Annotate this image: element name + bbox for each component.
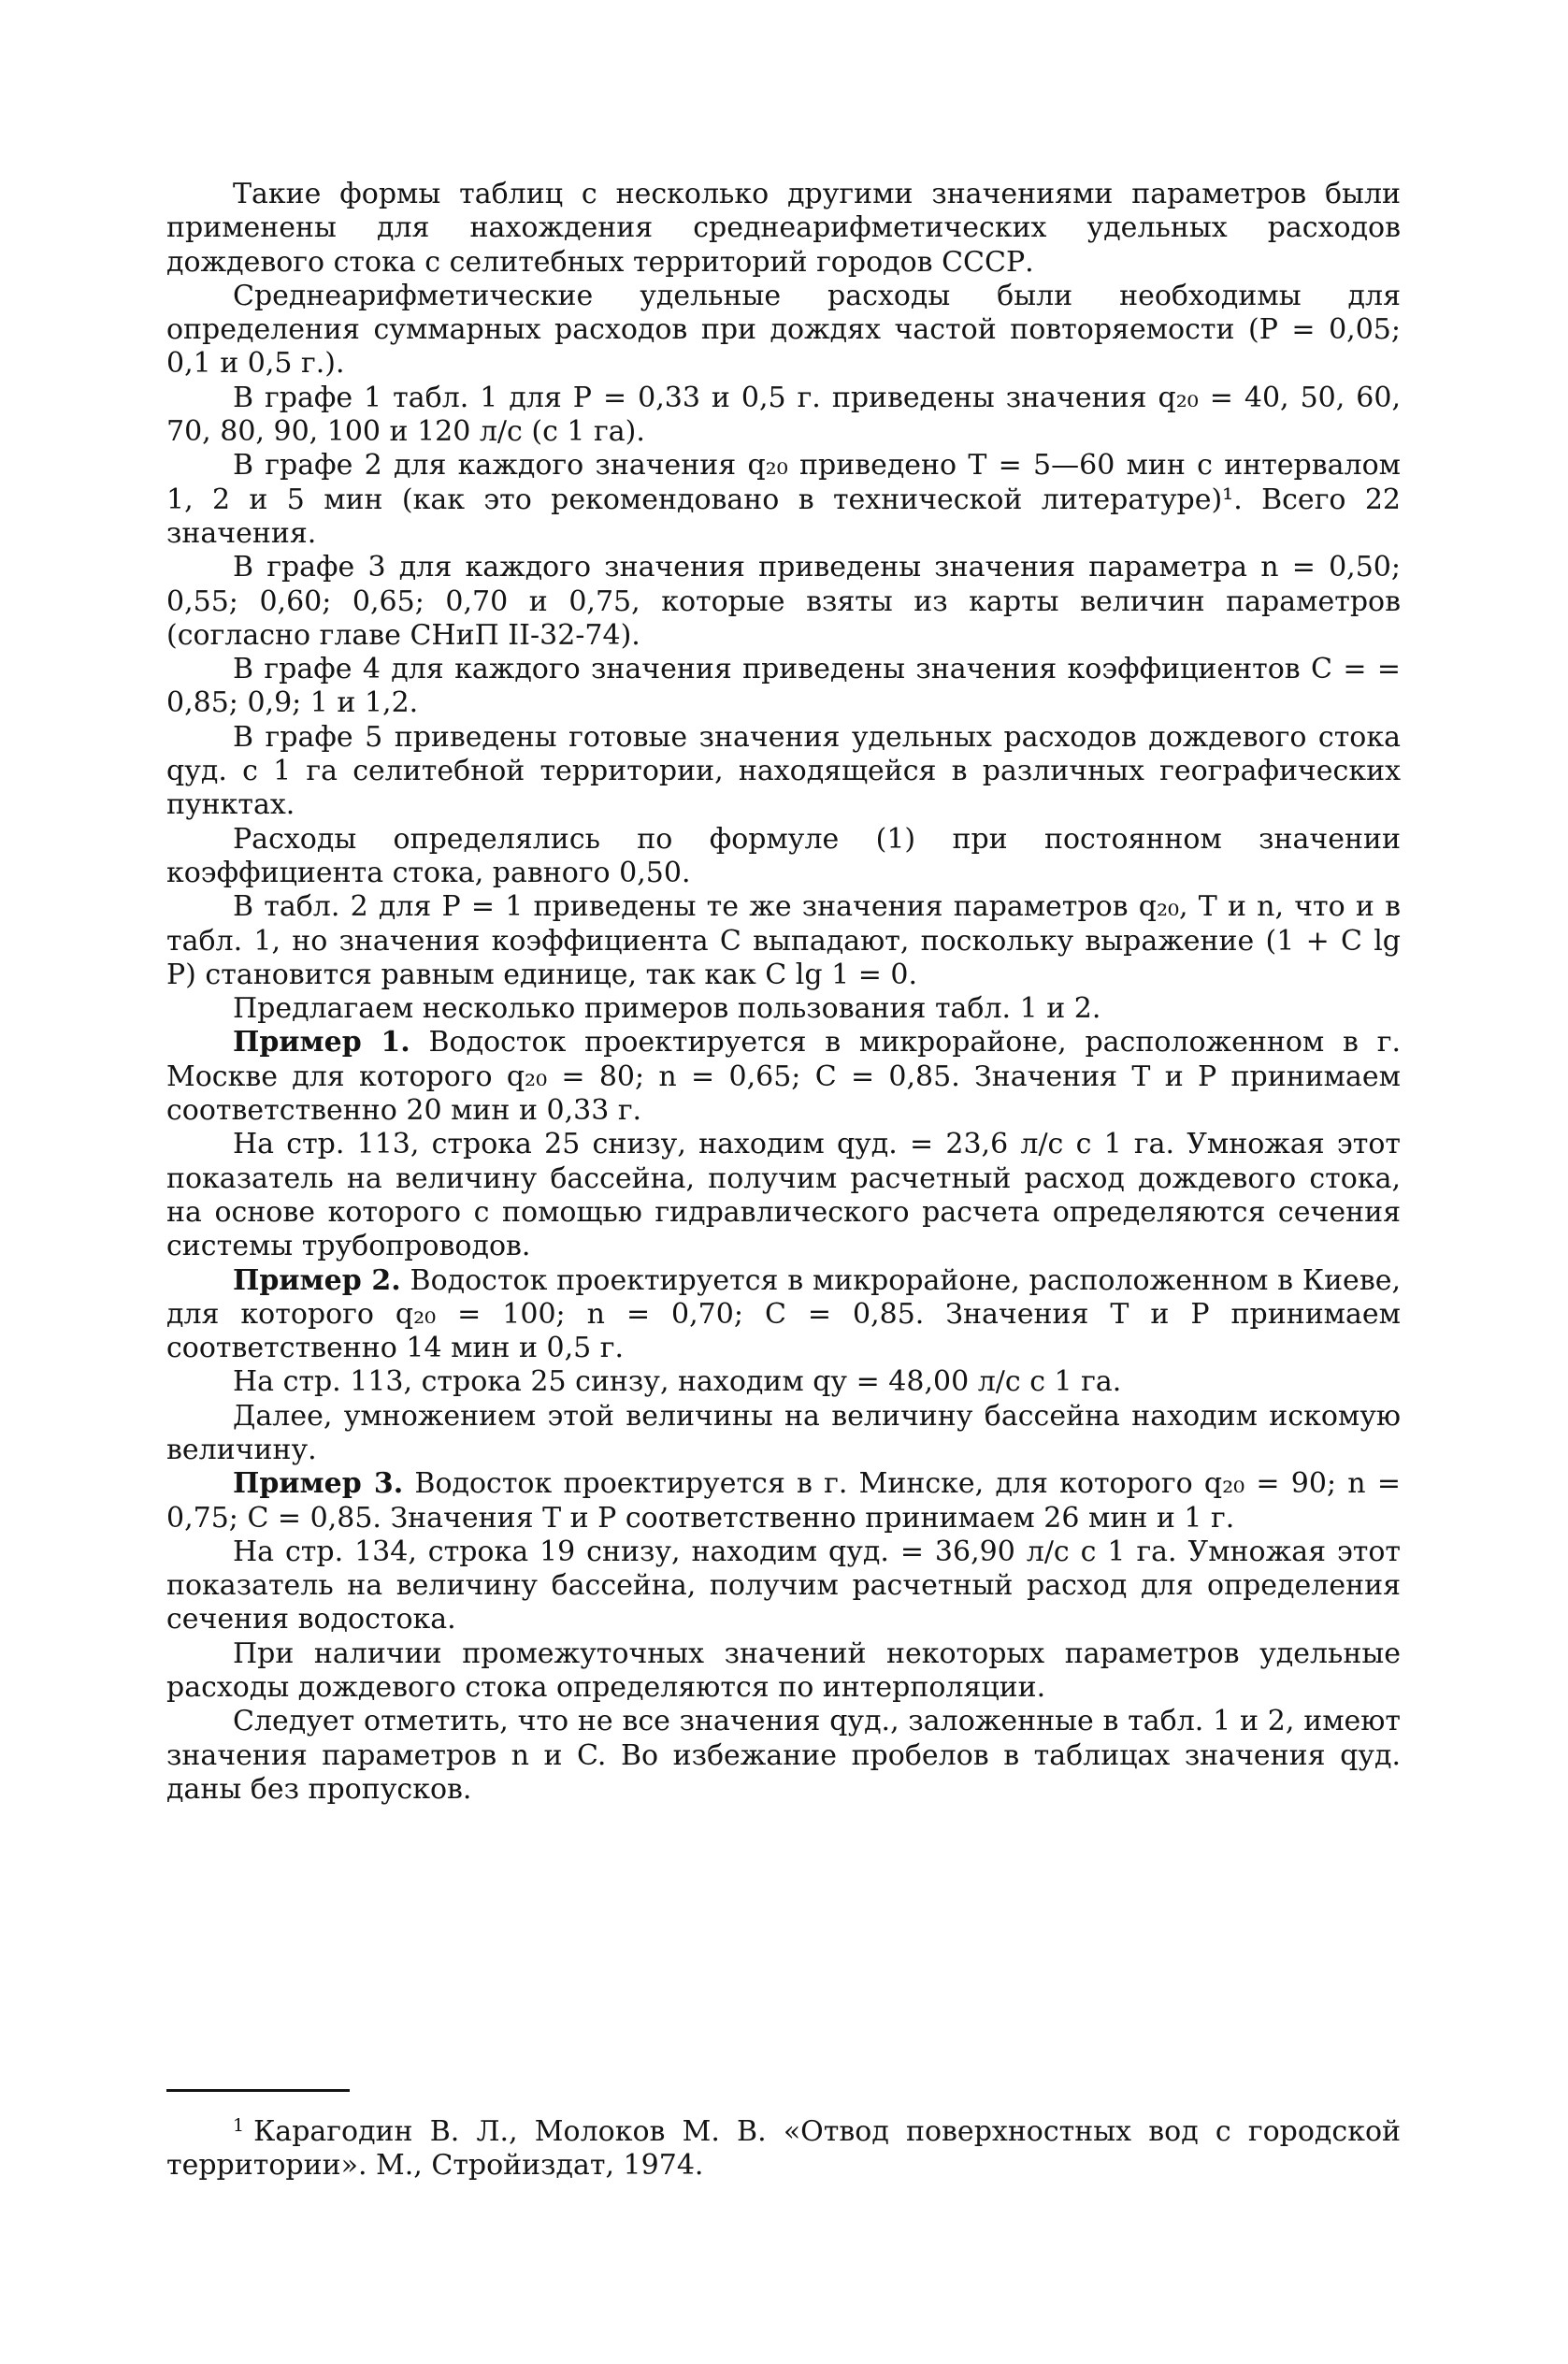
paragraph-10: Предлагаем несколько примеров пользования табл. 1 и 2. [233, 992, 1101, 1026]
paragraph-19: Следует отметить, что не все значения qуд., заложенные в табл. 1 и 2, имеют значения параметров n и C. Во избежание пробелов в таблицах значения qуд. даны без пропусков. [166, 1705, 1401, 1806]
paragraph-15: Далее, умножением этой величины на величину бассейна находим искомую величину. [166, 1399, 1401, 1466]
footnote-divider [166, 2089, 350, 2092]
footnote [166, 2115, 1401, 2184]
paragraph-6: В графе 4 для каждого значения приведены значения коэффициентов C = = 0,85; 0,9; 1 и 1,2. [166, 653, 1401, 720]
example-label: Пример 2. [233, 1263, 401, 1297]
footnote-mark: 1 [233, 2115, 245, 2136]
paragraph-17: На стр. 134, строка 19 снизу, находим qуд. = 36,90 л/с с 1 га. Умножая этот показатель на величину бассейна, получим расчетный расход для определения сечения водостока. [166, 1535, 1401, 1636]
paragraph-example-2: Пример 2. Водосток проектируется в микрорайоне, расположенном в Киеве, для которого q₂₀ = 100; n = 0,70; C = 0,85. Значения T и P принимаем соответственно 14 мин и 0,5 г. [166, 1263, 1401, 1365]
paragraph-7: В графе 5 приведены готовые значения удельных расходов дождевого стока qуд. с 1 га селитебной территории, находящейся в различных географических пунктах. [166, 720, 1401, 822]
paragraph-5: В графе 3 для каждого значения приведены значения параметра n = 0,50; 0,55; 0,60; 0,65; 0,70 и 0,75, которые взяты из карты величин параметров (согласно главе СНиП II-32-74). [166, 551, 1401, 652]
paragraph-14: На стр. 113, строка 25 синзу, находим qу = 48,00 л/с с 1 га. [233, 1365, 1122, 1399]
paragraph-12: На стр. 113, строка 25 снизу, находим qуд. = 23,6 л/с с 1 га. Умножая этот показатель на величину бассейна, получим расчетный расход дождевого стока, на основе которого с помощью гидравлического расчета определяются сечения системы трубопроводов. [166, 1128, 1401, 1263]
body-text [166, 178, 1401, 1807]
paragraph-example-3: Пример 3. Водосток проектируется в г. Минске, для которого q₂₀ = 90; n = 0,75; C = 0,85. Значения T и P соответственно принимаем 26 мин и 1 г. [166, 1467, 1401, 1535]
paragraph-4: В графе 2 для каждого значения q₂₀ приведено T = 5—60 мин с интервалом 1, 2 и 5 мин (как это рекомендовано в технической литературе)¹. Всего 22 значения. [166, 449, 1401, 550]
paragraph-3: В графе 1 табл. 1 для P = 0,33 и 0,5 г. приведены значения q₂₀ = 40, 50, 60, 70, 80, 90, 100 и 120 л/с (с 1 га). [166, 381, 1401, 449]
example-label: Пример 3. [233, 1467, 404, 1501]
paragraph-18: При наличии промежуточных значений некоторых параметров удельные расходы дождевого стока определяются по интерполяции. [166, 1636, 1401, 1705]
paragraph-2: Среднеарифметические удельные расходы были необходимы для определения суммарных расходов при дождях частой повторяемости (P = 0,05; 0,1 и 0,5 г.). [166, 279, 1401, 381]
paragraph-9: В табл. 2 для P = 1 приведены те же значения параметров q₂₀, T и n, что и в табл. 1, но значения коэффициента C выпадают, поскольку выражение (1 + C lg P) становится равным единице, так как C lg 1 = 0. [166, 890, 1401, 991]
paragraph-8: Расходы определялись по формуле (1) при постоянном значении коэффициента стока, равного 0,50. [166, 822, 1401, 889]
paragraph-example-1: Пример 1. Водосток проектируется в микрорайоне, расположенном в г. Москве для которого q₂₀ = 80; n = 0,65; C = 0,85. Значения T и P принимаем соответственно 20 мин и 0,33 г. [166, 1026, 1401, 1128]
example-label: Пример 1. [233, 1026, 410, 1059]
paragraph-1: Такие формы таблиц с несколько другими значениями параметров были применены для нахождения среднеарифметических удельных расходов дождевого стока с селитебных территорий городов СССР. [166, 178, 1401, 279]
footnote-text: Карагодин В. Л., Молоков М. В. «Отвод поверхностных вод с городской территории». М., Стройиздат, 1974. [166, 2115, 1401, 2183]
